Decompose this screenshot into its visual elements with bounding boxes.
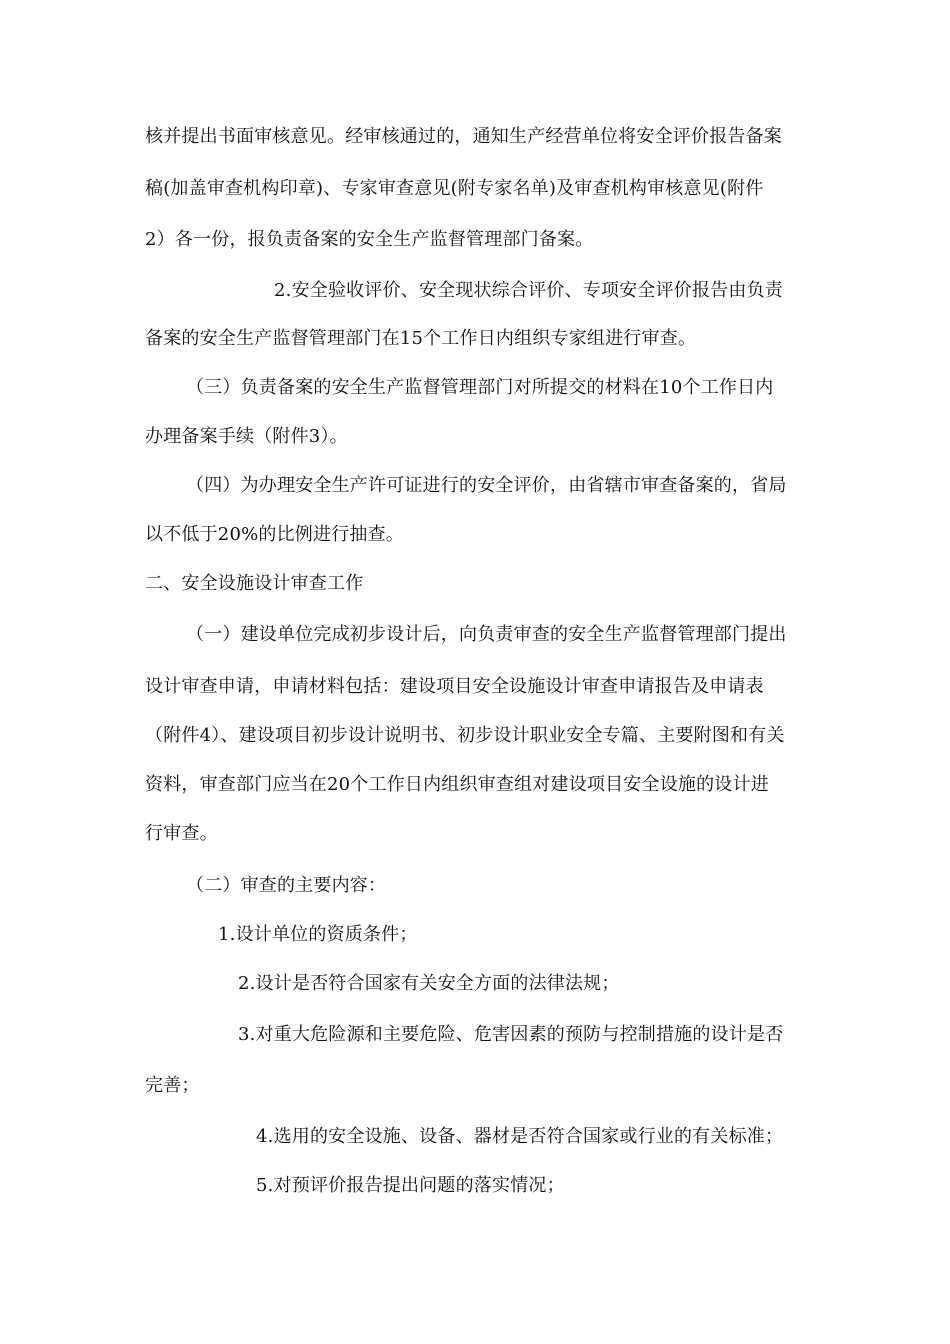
- text-line: （附件4）、建设项目初步设计说明书、初步设计职业安全专篇、主要附图和有关: [145, 725, 785, 746]
- list-item: 5.对预评价报告提出问题的落实情况；: [256, 1175, 565, 1196]
- text-line: 办理备案手续（附件3）。: [145, 426, 348, 447]
- text-line: 核并提出书面审核意见。经审核通过的，通知生产经营单位将安全评价报告备案: [145, 126, 782, 147]
- text-line: 2）各一份，报负责备案的安全生产监督管理部门备案。: [145, 229, 594, 250]
- text-line: 备案的安全生产监督管理部门在15个工作日内组织专家组进行审查。: [145, 328, 697, 349]
- text-line: 设计审查申请，申请材料包括：建设项目安全设施设计审查申请报告及申请表: [145, 676, 764, 697]
- text-line: 行审查。: [145, 823, 218, 844]
- text-line: 稿(加盖审查机构印章)、专家审查意见(附专家名单)及审查机构审核意见(附件: [145, 178, 764, 199]
- list-item: 4.选用的安全设施、设备、器材是否符合国家或行业的有关标准；: [256, 1126, 784, 1147]
- text-line: 完善；: [145, 1075, 200, 1096]
- text-line: （四）为办理安全生产许可证进行的安全评价，由省辖市审查备案的，省局: [186, 475, 787, 496]
- text-line: 2.安全验收评价、安全现状综合评价、专项安全评价报告由负责: [274, 280, 783, 301]
- list-item: 1.设计单位的资质条件；: [218, 924, 418, 945]
- text-line: （一）建设单位完成初步设计后，向负责审查的安全生产监督管理部门提出: [186, 624, 787, 645]
- text-line: 资料，审查部门应当在20个工作日内组织审查组对建设项目安全设施的设计进: [145, 774, 769, 795]
- list-item: 2.设计是否符合国家有关安全方面的法律法规；: [238, 973, 620, 994]
- section-heading: 二、安全设施设计审查工作: [145, 573, 364, 594]
- list-item: 3.对重大危险源和主要危险、危害因素的预防与控制措施的设计是否: [238, 1024, 784, 1045]
- text-line: （三）负责备案的安全生产监督管理部门对所提交的材料在10个工作日内: [186, 377, 774, 398]
- text-line: （二）审查的主要内容：: [186, 875, 387, 896]
- text-line: 以不低于20%的比例进行抽查。: [145, 524, 405, 545]
